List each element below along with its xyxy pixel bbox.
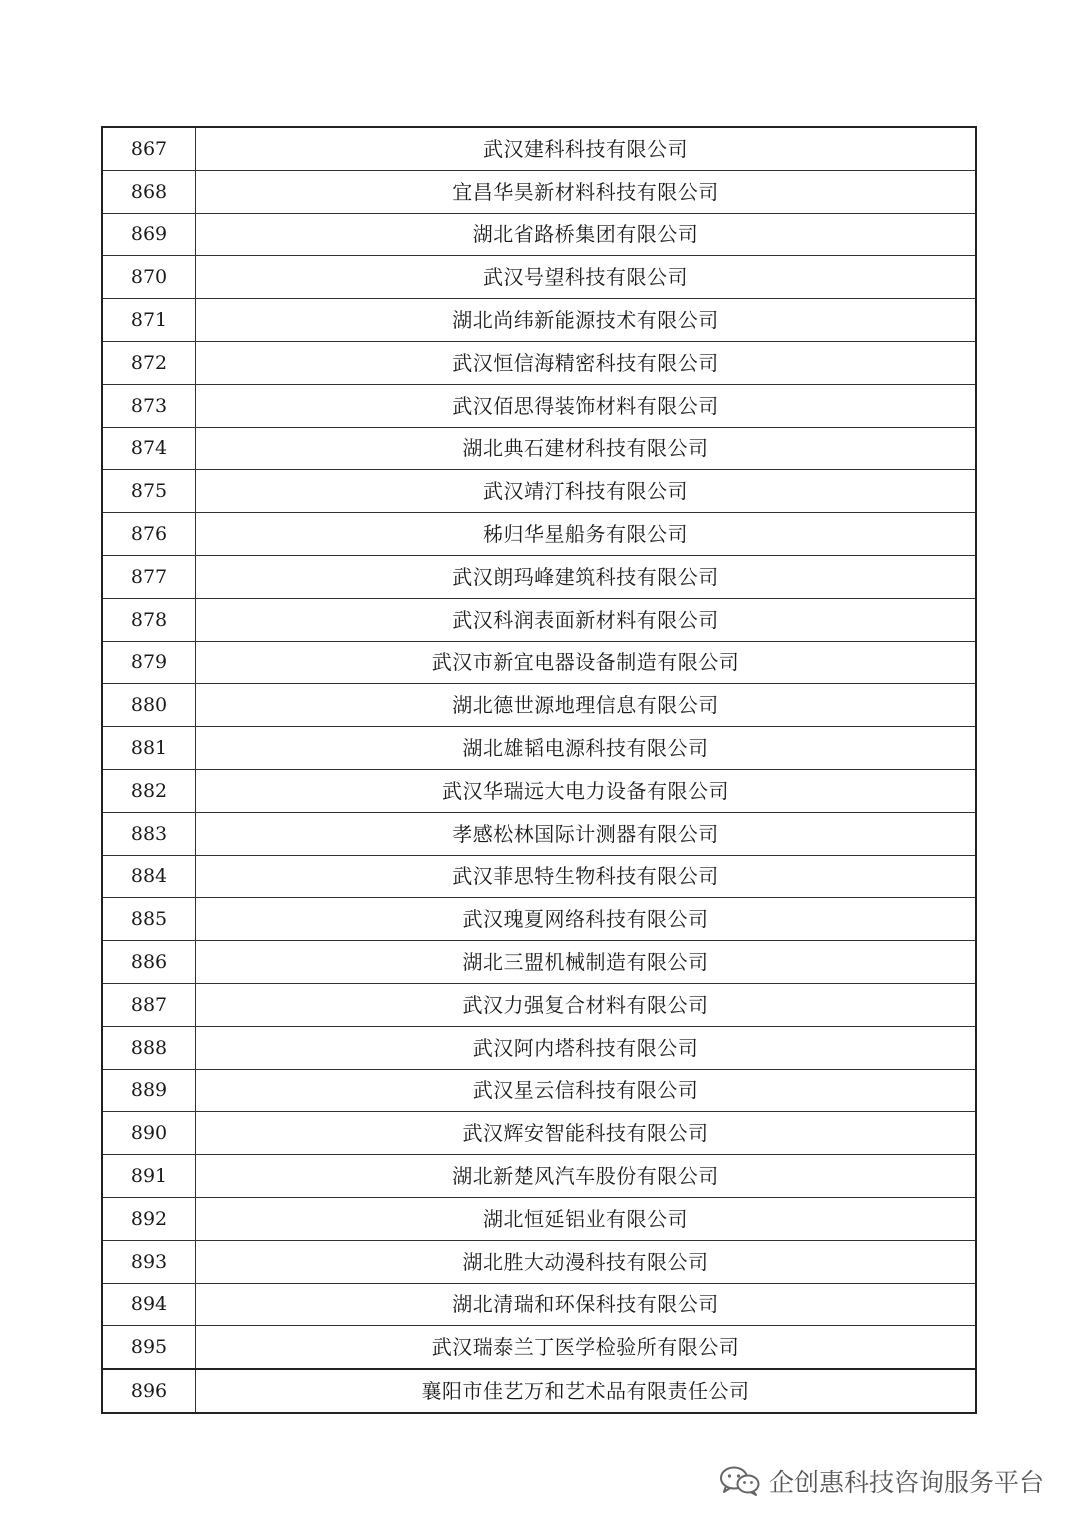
table-row xyxy=(102,555,976,598)
company-name: 湖北胜大动漫科技有限公司 xyxy=(196,1240,977,1283)
company-name: 武汉建科科技有限公司 xyxy=(196,127,977,170)
table-row xyxy=(102,299,976,342)
table-row xyxy=(102,727,976,770)
row-number: 891 xyxy=(102,1155,196,1198)
company-name: 武汉力强复合材料有限公司 xyxy=(196,983,977,1026)
company-name: 武汉瑰夏网络科技有限公司 xyxy=(196,898,977,941)
row-number: 877 xyxy=(102,555,196,598)
company-name: 湖北三盟机械制造有限公司 xyxy=(196,941,977,984)
row-number: 875 xyxy=(102,470,196,513)
company-name: 武汉菲思特生物科技有限公司 xyxy=(196,855,977,898)
company-name: 武汉市新宜电器设备制造有限公司 xyxy=(196,641,977,684)
row-number: 868 xyxy=(102,170,196,213)
company-name: 秭归华星船务有限公司 xyxy=(196,513,977,556)
row-number: 896 xyxy=(102,1369,196,1413)
row-number: 872 xyxy=(102,341,196,384)
table-row xyxy=(102,941,976,984)
row-number: 880 xyxy=(102,684,196,727)
company-name: 武汉佰思得装饰材料有限公司 xyxy=(196,384,977,427)
table-row xyxy=(102,127,976,170)
watermark xyxy=(719,1463,1044,1499)
row-number: 882 xyxy=(102,769,196,812)
row-number: 874 xyxy=(102,427,196,470)
row-number: 884 xyxy=(102,855,196,898)
company-name: 湖北省路桥集团有限公司 xyxy=(196,213,977,256)
row-number: 871 xyxy=(102,299,196,342)
company-name: 湖北雄韬电源科技有限公司 xyxy=(196,727,977,770)
company-name: 湖北德世源地理信息有限公司 xyxy=(196,684,977,727)
company-name: 武汉恒信海精密科技有限公司 xyxy=(196,341,977,384)
table-row xyxy=(102,1197,976,1240)
table-row xyxy=(102,1283,976,1326)
row-number: 876 xyxy=(102,513,196,556)
company-name: 武汉华瑞远大电力设备有限公司 xyxy=(196,769,977,812)
table-row xyxy=(102,812,976,855)
table-row xyxy=(102,427,976,470)
row-number: 867 xyxy=(102,127,196,170)
row-number: 886 xyxy=(102,941,196,984)
row-number: 892 xyxy=(102,1197,196,1240)
company-name: 湖北清瑞和环保科技有限公司 xyxy=(196,1283,977,1326)
company-name: 武汉星云信科技有限公司 xyxy=(196,1069,977,1112)
table-row xyxy=(102,641,976,684)
row-number: 889 xyxy=(102,1069,196,1112)
table-row xyxy=(102,170,976,213)
table-row xyxy=(102,855,976,898)
row-number: 879 xyxy=(102,641,196,684)
company-name: 武汉号望科技有限公司 xyxy=(196,256,977,299)
company-name: 武汉瑞泰兰丁医学检验所有限公司 xyxy=(196,1326,977,1369)
company-name: 武汉朗玛峰建筑科技有限公司 xyxy=(196,555,977,598)
table-row xyxy=(102,1026,976,1069)
row-number: 887 xyxy=(102,983,196,1026)
row-number: 878 xyxy=(102,598,196,641)
table-row xyxy=(102,341,976,384)
row-number: 873 xyxy=(102,384,196,427)
row-number: 885 xyxy=(102,898,196,941)
company-name: 宜昌华昊新材料科技有限公司 xyxy=(196,170,977,213)
table-row xyxy=(102,384,976,427)
table-row xyxy=(102,213,976,256)
company-name: 湖北恒延铝业有限公司 xyxy=(196,1197,977,1240)
row-number: 890 xyxy=(102,1112,196,1155)
table-row xyxy=(102,684,976,727)
company-name: 湖北典石建材科技有限公司 xyxy=(196,427,977,470)
table-row xyxy=(102,513,976,556)
table-row xyxy=(102,1112,976,1155)
company-name: 武汉靖汀科技有限公司 xyxy=(196,470,977,513)
row-number: 869 xyxy=(102,213,196,256)
company-name: 襄阳市佳艺万和艺术品有限责任公司 xyxy=(196,1369,977,1413)
row-number: 881 xyxy=(102,727,196,770)
row-number: 888 xyxy=(102,1026,196,1069)
table-row xyxy=(102,1240,976,1283)
watermark-text: 企创惠科技咨询服务平台 xyxy=(768,1468,1044,1497)
table-row xyxy=(102,1326,976,1369)
table-row xyxy=(102,598,976,641)
row-number: 894 xyxy=(102,1283,196,1326)
company-name: 武汉阿内塔科技有限公司 xyxy=(196,1026,977,1069)
row-number: 870 xyxy=(102,256,196,299)
table-row xyxy=(102,1155,976,1198)
company-name: 湖北尚纬新能源技术有限公司 xyxy=(196,299,977,342)
company-name: 孝感松林国际计测器有限公司 xyxy=(196,812,977,855)
row-number: 895 xyxy=(102,1326,196,1369)
table-row xyxy=(102,983,976,1026)
company-name: 湖北新楚风汽车股份有限公司 xyxy=(196,1155,977,1198)
company-list-table xyxy=(101,126,977,1414)
table-row xyxy=(102,470,976,513)
company-name: 武汉科润表面新材料有限公司 xyxy=(196,598,977,641)
table-row xyxy=(102,1069,976,1112)
table-row xyxy=(102,256,976,299)
table-row xyxy=(102,898,976,941)
table-row xyxy=(102,769,976,812)
table-body xyxy=(102,127,976,1413)
table-row xyxy=(102,1369,976,1413)
company-name: 武汉辉安智能科技有限公司 xyxy=(196,1112,977,1155)
wechat-icon xyxy=(719,1465,761,1497)
row-number: 883 xyxy=(102,812,196,855)
row-number: 893 xyxy=(102,1240,196,1283)
